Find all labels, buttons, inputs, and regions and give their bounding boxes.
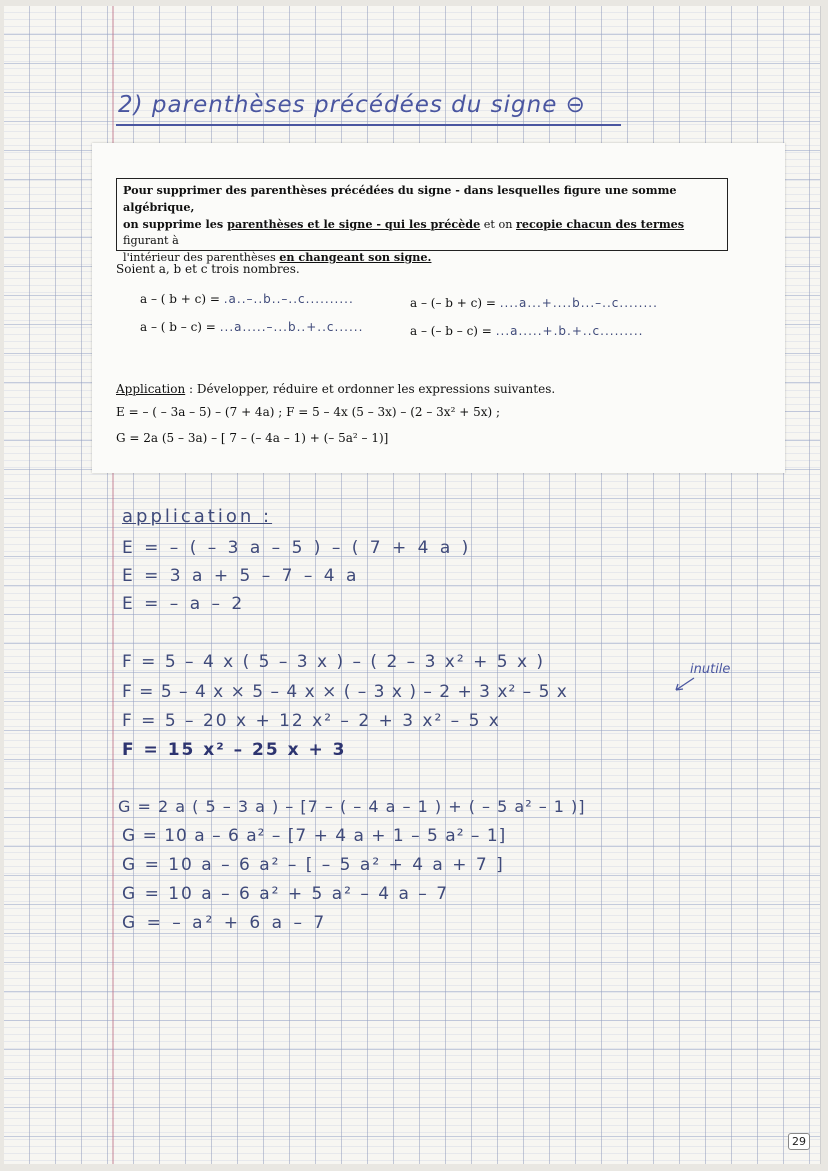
- annotation-arrow-icon: [672, 676, 696, 694]
- handwritten-line-2: E = 3 a + 5 – 7 – 4 a: [122, 566, 360, 586]
- handwritten-line-9: G = 10 a – 6 a² – [7 + 4 a + 1 – 5 a² – 1]: [122, 826, 507, 846]
- example-3-expr: a – ( b – c) =: [140, 320, 220, 334]
- handwritten-line-7: F = 15 x² – 25 x + 3: [122, 740, 347, 760]
- rule-text-4: et on: [480, 218, 516, 231]
- handwritten-line-5: F = 5 – 4 x × 5 – 4 x × ( – 3 x ) – 2 + 3 x² – 5 x: [122, 682, 568, 702]
- example-2: [410, 296, 658, 310]
- example-2-expr: a – (– b + c) =: [410, 296, 500, 310]
- handwritten-line-11: G = 10 a – 6 a² + 5 a² – 4 a – 7: [122, 884, 450, 904]
- handwritten-heading: application :: [122, 506, 273, 527]
- handwritten-line-12: G = – a² + 6 a – 7: [122, 913, 328, 933]
- application-line-1: E = – ( – 3a – 5) – (7 + 4a) ; F = 5 – 4x (5 – 3x) – (2 – 3x² + 5x) ;: [116, 405, 501, 419]
- rule-box: [116, 178, 728, 264]
- rule-text-1: Pour supprimer des parenthèses précédées du signe - dans lesquelles figure une somme algébrique,: [123, 183, 677, 214]
- example-2-answer: ....a...+....b...–..c........: [499, 296, 658, 310]
- example-1: [140, 292, 354, 306]
- application-line-2: G = 2a (5 – 3a) – [ 7 – (– 4a – 1) + (– 5a² – 1)]: [116, 431, 389, 445]
- handwritten-line-6: F = 5 – 20 x + 12 x² – 2 + 3 x² – 5 x: [122, 711, 501, 731]
- rule-text-7: l'intérieur des parenthèses: [123, 251, 280, 264]
- section-title: 2) parenthèses précédées du signe ⊖: [118, 92, 586, 118]
- margin-annotation: inutile: [690, 662, 731, 677]
- handwritten-line-8: G = 2 a ( 5 – 3 a ) – [7 – ( – 4 a – 1 ) + ( – 5 a² – 1 )]: [118, 797, 586, 816]
- application-label: Application: [116, 382, 186, 396]
- example-3-answer: ...a.....–...b..+..c......: [219, 320, 364, 334]
- example-4: [410, 324, 643, 338]
- rule-text-5: recopie chacun des termes: [515, 217, 685, 231]
- application-heading: [116, 382, 555, 396]
- handwritten-line-10: G = 10 a – 6 a² – [ – 5 a² + 4 a + 7 ]: [122, 855, 505, 875]
- page-number: 29: [788, 1133, 810, 1150]
- application-text: : Développer, réduire et ordonner les expressions suivantes.: [185, 382, 556, 396]
- example-1-expr: a – ( b + c) =: [140, 292, 224, 306]
- example-4-answer: ...a.....+.b.+..c.........: [495, 324, 644, 338]
- example-4-expr: a – (– b – c) =: [410, 324, 496, 338]
- intro-text: Soient a, b et c trois nombres.: [116, 262, 300, 276]
- rule-text-6: figurant à: [123, 234, 179, 247]
- example-1-answer: .a..–..b..–..c..........: [223, 292, 354, 306]
- handwritten-line-4: F = 5 – 4 x ( 5 – 3 x ) – ( 2 – 3 x² + 5 x ): [122, 652, 546, 672]
- handwritten-line-1: E = – ( – 3 a – 5 ) – ( 7 + 4 a ): [122, 538, 472, 558]
- rule-text-3: parenthèses et le signe - qui les précède: [227, 217, 481, 231]
- rule-text-2: on supprime les: [123, 217, 228, 231]
- rule-text-8: en changeant son signe.: [279, 250, 432, 264]
- example-3: [140, 320, 363, 334]
- title-underline: [116, 124, 621, 126]
- handwritten-line-3: E = – a – 2: [122, 594, 246, 614]
